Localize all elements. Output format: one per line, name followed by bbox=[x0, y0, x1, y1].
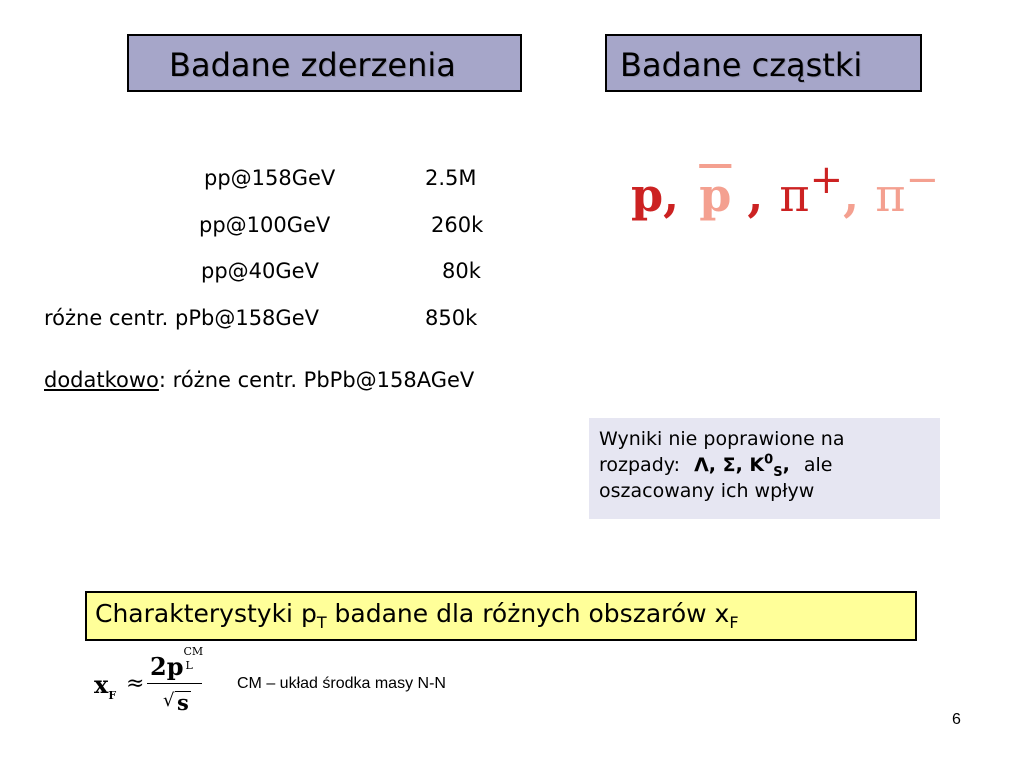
formula-x: $x_F$ bbox=[94, 670, 117, 702]
title-collisions bbox=[127, 34, 522, 92]
particle-proton: p, bbox=[631, 168, 680, 222]
note-line-2 bbox=[599, 452, 930, 481]
collision-events: 850k bbox=[425, 306, 478, 330]
title-particles bbox=[605, 34, 922, 92]
note-k-sup: 0 bbox=[764, 452, 774, 468]
formula-fraction-bar bbox=[147, 683, 202, 684]
particle-antiproton: $\overline{p}$ bbox=[699, 168, 732, 222]
particle-comma-2: , bbox=[843, 168, 860, 222]
note-k-sub: S bbox=[773, 465, 783, 481]
formula-denominator: s bbox=[177, 690, 189, 715]
characteristics-middle: badane dla różnych obszarów x bbox=[326, 599, 730, 628]
formula-approx: ≈ bbox=[126, 671, 145, 696]
note-line-2-suffix: ale bbox=[803, 454, 833, 477]
formula-numerator: 2p CM L bbox=[150, 645, 204, 681]
particle-pi-minus-charge: − bbox=[905, 157, 939, 203]
page-number: 6 bbox=[952, 711, 961, 728]
formula-num-sup: CM bbox=[183, 645, 204, 658]
collision-system: pp@158GeV bbox=[204, 166, 336, 190]
note-line-3: oszacowany ich wpływ bbox=[599, 480, 815, 503]
particle-pi-plus: π bbox=[779, 168, 810, 222]
formula-x-sub: F bbox=[108, 688, 117, 702]
collision-events: 80k bbox=[442, 259, 481, 283]
particle-pi-plus-charge: + bbox=[809, 157, 844, 203]
note-box bbox=[589, 418, 940, 519]
title-particles-text: Badane cząstki bbox=[620, 46, 863, 84]
title-collisions-text: Badane zderzenia bbox=[169, 46, 456, 84]
additional-line bbox=[44, 370, 474, 391]
collision-system: pp@100GeV bbox=[199, 213, 331, 237]
formula-num-sub: L bbox=[185, 659, 193, 672]
characteristics-x-sub: F bbox=[729, 613, 739, 632]
particle-comma-1: , bbox=[747, 168, 764, 222]
collision-events: 2.5M bbox=[425, 166, 477, 190]
characteristics-box bbox=[85, 591, 917, 641]
additional-label: dodatkowo bbox=[44, 368, 159, 392]
characteristics-prefix: Charakterystyki p bbox=[95, 599, 317, 628]
collision-system: pp@40GeV bbox=[201, 259, 319, 283]
formula-caption: CM – układ środka masy N-N bbox=[237, 675, 446, 692]
formula-sqrt-sign: √ bbox=[163, 690, 175, 711]
note-line-1: Wyniki nie poprawione na bbox=[599, 428, 845, 450]
characteristics-p-sub: T bbox=[316, 613, 327, 632]
particle-pi-minus: π bbox=[875, 168, 906, 222]
collision-events: 260k bbox=[431, 213, 484, 237]
collision-system: różne centr. pPb@158GeV bbox=[44, 306, 319, 330]
particles-list bbox=[631, 157, 939, 222]
additional-text: : różne centr. PbPb@158AGeV bbox=[158, 368, 475, 392]
note-decays-prefix: rozpady: bbox=[599, 454, 681, 477]
note-decays: Λ, Σ, K bbox=[694, 454, 765, 477]
note-decays-suffix: , bbox=[782, 454, 790, 477]
